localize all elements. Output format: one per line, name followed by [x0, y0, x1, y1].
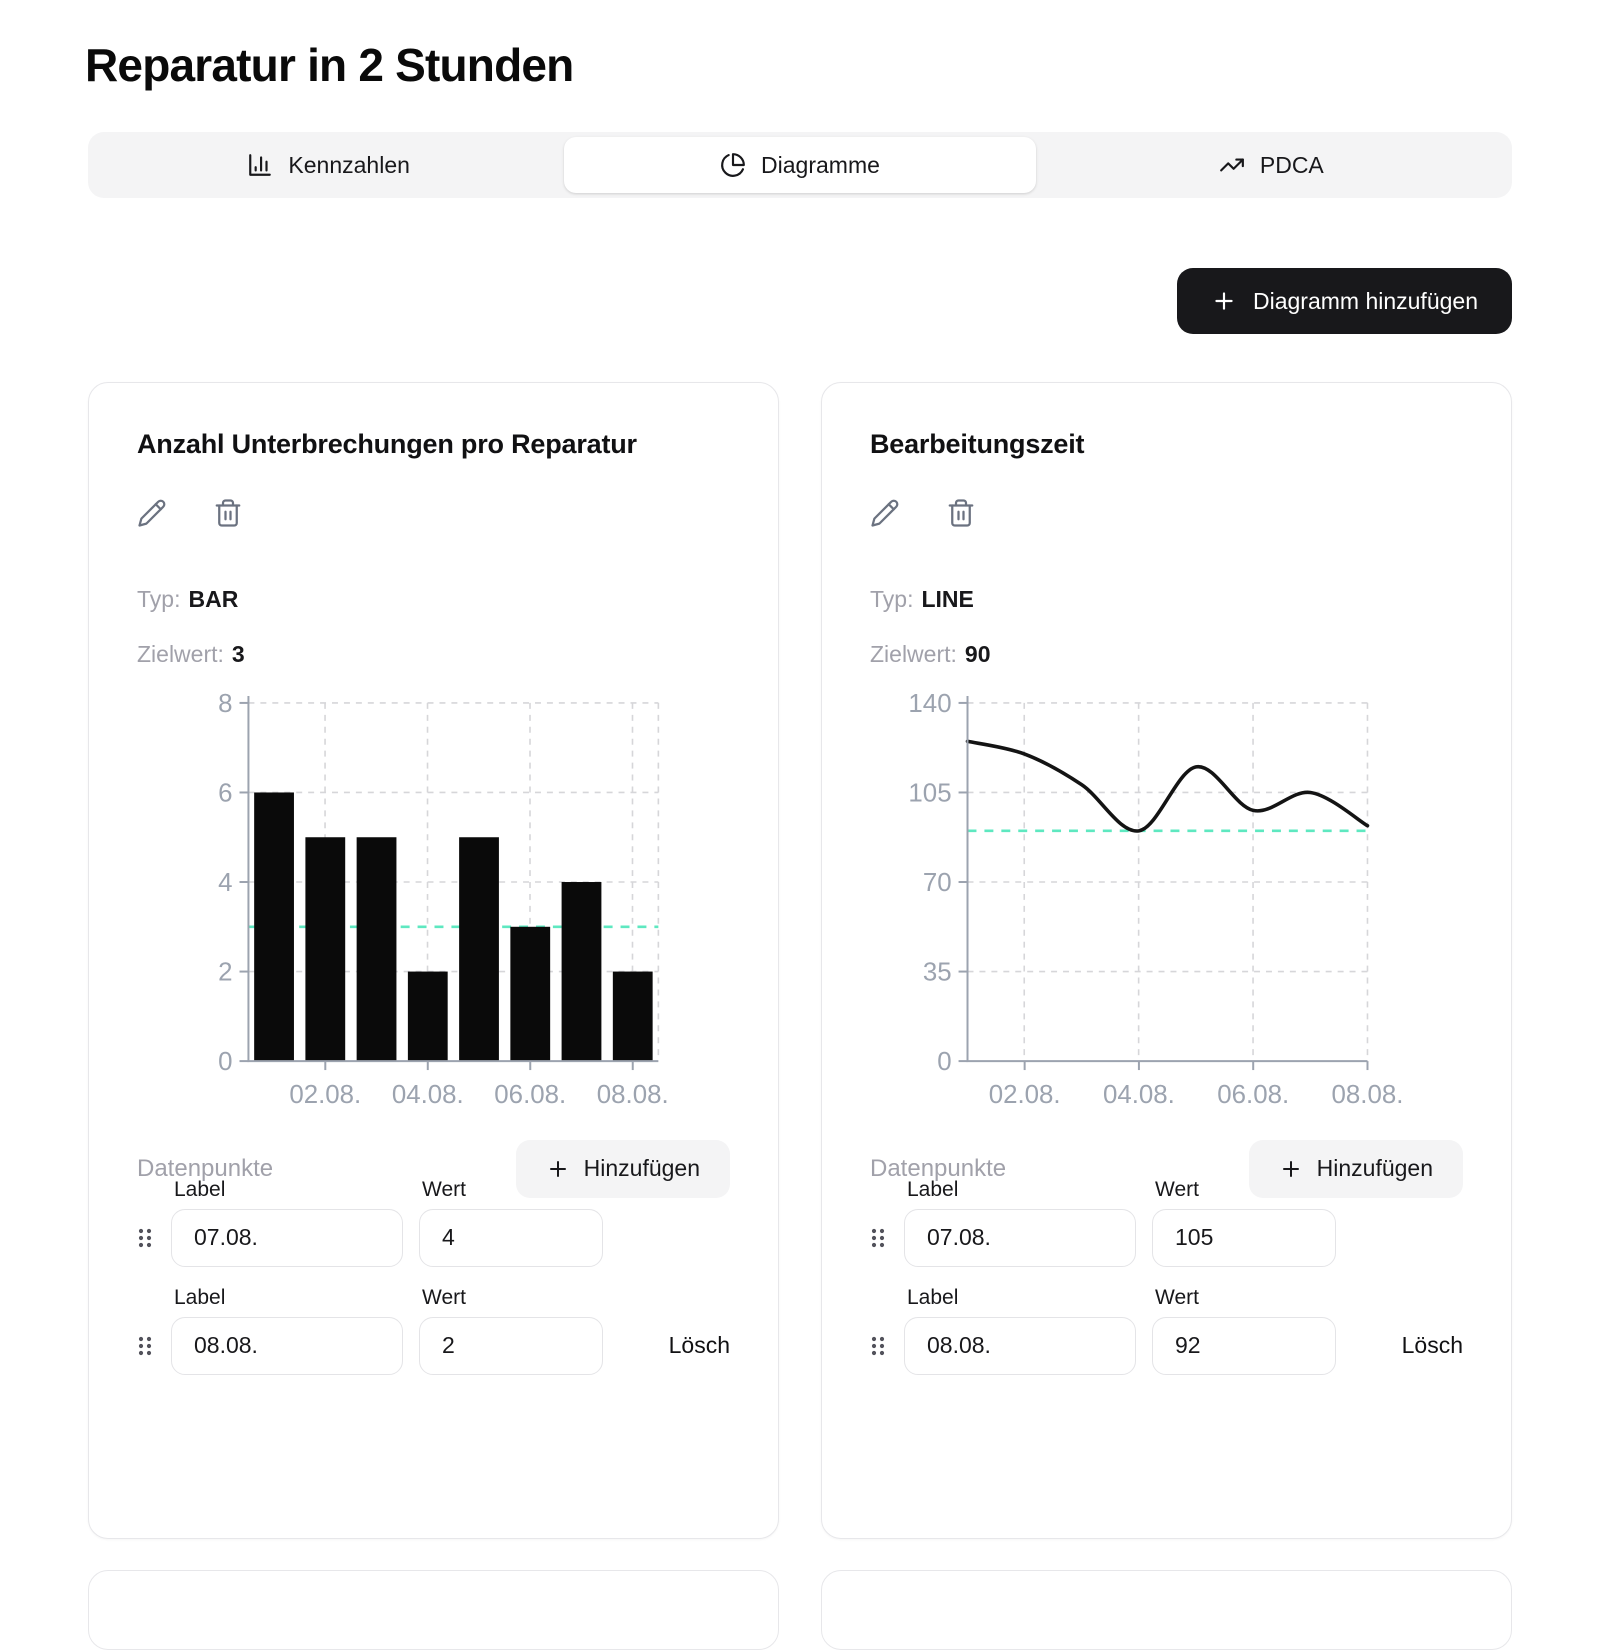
plus-icon: [546, 1157, 570, 1181]
trash-icon: [946, 498, 976, 528]
datapoint-label-column: [171, 1287, 403, 1375]
target-label: Zielwert:: [870, 641, 957, 667]
label-header: Label: [907, 1177, 959, 1201]
drag-handle-icon[interactable]: [137, 1317, 159, 1375]
tab-pdca[interactable]: [1036, 137, 1507, 193]
plus-icon: [1279, 1157, 1303, 1181]
datapoint-row: [137, 1179, 730, 1267]
datapoint-value-column: [419, 1179, 603, 1267]
target-row: [870, 641, 1463, 668]
svg-text:0: 0: [937, 1048, 952, 1077]
datapoints-label: Datenpunkte: [137, 1154, 274, 1182]
type-value: BAR: [188, 586, 239, 612]
target-value: 90: [964, 641, 991, 667]
pie-chart-icon: [720, 152, 746, 178]
chart-card-line: [821, 382, 1512, 1539]
page-title: Reparatur in 2 Stunden: [85, 39, 574, 91]
datapoint-list[interactable]: [137, 1177, 730, 1375]
tab-label: Kennzahlen: [288, 151, 410, 178]
add-datapoint-label: Hinzufügen: [583, 1155, 700, 1182]
type-label: Typ:: [870, 586, 914, 612]
datapoint-label-column: [904, 1287, 1136, 1375]
delete-chart-button[interactable]: [946, 498, 976, 528]
add-datapoint-label: Hinzufügen: [1316, 1155, 1433, 1182]
delete-chart-button[interactable]: [213, 498, 243, 528]
edit-button[interactable]: [137, 498, 167, 528]
datapoint-row: [870, 1179, 1463, 1267]
drag-handle-icon[interactable]: [137, 1209, 159, 1267]
actions-row: [88, 268, 1512, 334]
svg-text:2: 2: [218, 958, 233, 987]
row-label-input[interactable]: [904, 1209, 1136, 1267]
datapoint-label-column: [171, 1179, 403, 1267]
datapoint-value-column: [1152, 1287, 1336, 1375]
svg-text:4: 4: [218, 868, 233, 897]
svg-text:02.08.: 02.08.: [289, 1080, 362, 1109]
svg-text:08.08.: 08.08.: [596, 1080, 669, 1109]
page: [85, 38, 1512, 1650]
bar-chart: [137, 688, 730, 1116]
svg-text:0: 0: [218, 1048, 233, 1077]
next-cards-row: [88, 1570, 1512, 1650]
tab-diagramme[interactable]: [564, 137, 1035, 193]
svg-text:04.08.: 04.08.: [1102, 1080, 1175, 1109]
pencil-icon: [870, 498, 900, 528]
value-header: Wert: [422, 1285, 466, 1309]
svg-text:02.08.: 02.08.: [988, 1080, 1061, 1109]
trash-icon: [213, 498, 243, 528]
value-header: Wert: [1155, 1285, 1199, 1309]
target-label: Zielwert:: [137, 641, 224, 667]
datapoint-row: [137, 1287, 730, 1375]
chart-card-partial: [88, 1570, 779, 1650]
datapoints-label: Datenpunkte: [870, 1154, 1007, 1182]
row-label-input[interactable]: [171, 1317, 403, 1375]
datapoint-list[interactable]: [870, 1177, 1463, 1375]
label-header: Label: [907, 1285, 959, 1309]
row-label-input[interactable]: [904, 1317, 1136, 1375]
datapoint-row: [870, 1287, 1463, 1375]
pencil-icon: [137, 498, 167, 528]
tab-label: PDCA: [1259, 151, 1324, 178]
chart-cards: [88, 382, 1512, 1539]
card-title: Bearbeitungszeit: [870, 429, 1085, 459]
datapoint-value-column: [1152, 1179, 1336, 1267]
tab-label: Diagramme: [761, 151, 880, 178]
datapoint-label-column: [904, 1179, 1136, 1267]
add-diagram-label: Diagramm hinzufügen: [1252, 287, 1478, 314]
type-value: LINE: [921, 586, 974, 612]
target-row: [137, 641, 730, 668]
svg-text:35: 35: [922, 958, 952, 987]
row-value-input[interactable]: [1152, 1209, 1336, 1267]
svg-text:8: 8: [218, 689, 233, 718]
tab-bar: [88, 132, 1512, 198]
row-value-input[interactable]: [419, 1209, 603, 1267]
label-header: Label: [174, 1177, 226, 1201]
bar-chart-icon: [247, 152, 273, 178]
delete-datapoint-button[interactable]: Lösch: [1402, 1317, 1463, 1375]
value-header: Wert: [1155, 1177, 1199, 1201]
label-header: Label: [174, 1285, 226, 1309]
svg-text:06.08.: 06.08.: [494, 1080, 567, 1109]
card-icon-row: [137, 498, 730, 528]
row-value-input[interactable]: [419, 1317, 603, 1375]
row-label-input[interactable]: [171, 1209, 403, 1267]
svg-text:70: 70: [922, 868, 952, 897]
svg-text:08.08.: 08.08.: [1331, 1080, 1404, 1109]
target-value: 3: [231, 641, 245, 667]
type-label: Typ:: [137, 586, 181, 612]
delete-datapoint-button[interactable]: Lösch: [669, 1317, 730, 1375]
row-value-input[interactable]: [1152, 1317, 1336, 1375]
plus-icon: [1211, 288, 1237, 314]
drag-handle-icon[interactable]: [870, 1317, 892, 1375]
edit-button[interactable]: [870, 498, 900, 528]
svg-text:06.08.: 06.08.: [1217, 1080, 1290, 1109]
svg-text:6: 6: [218, 779, 233, 808]
svg-text:04.08.: 04.08.: [391, 1080, 464, 1109]
chart-card-partial: [821, 1570, 1512, 1650]
trending-up-icon: [1219, 152, 1245, 178]
chart-type-row: [870, 586, 1463, 613]
drag-handle-icon[interactable]: [870, 1209, 892, 1267]
card-title: Anzahl Unterbrechungen pro Reparatur: [137, 429, 637, 459]
line-chart: [870, 688, 1463, 1116]
svg-text:140: 140: [908, 689, 952, 718]
chart-card-bar: [88, 382, 779, 1539]
tab-kennzahlen[interactable]: [93, 137, 564, 193]
value-header: Wert: [422, 1177, 466, 1201]
svg-text:105: 105: [908, 779, 952, 808]
card-icon-row: [870, 498, 1463, 528]
datapoint-value-column: [419, 1287, 603, 1375]
chart-type-row: [137, 586, 730, 613]
add-diagram-button[interactable]: [1177, 268, 1512, 334]
